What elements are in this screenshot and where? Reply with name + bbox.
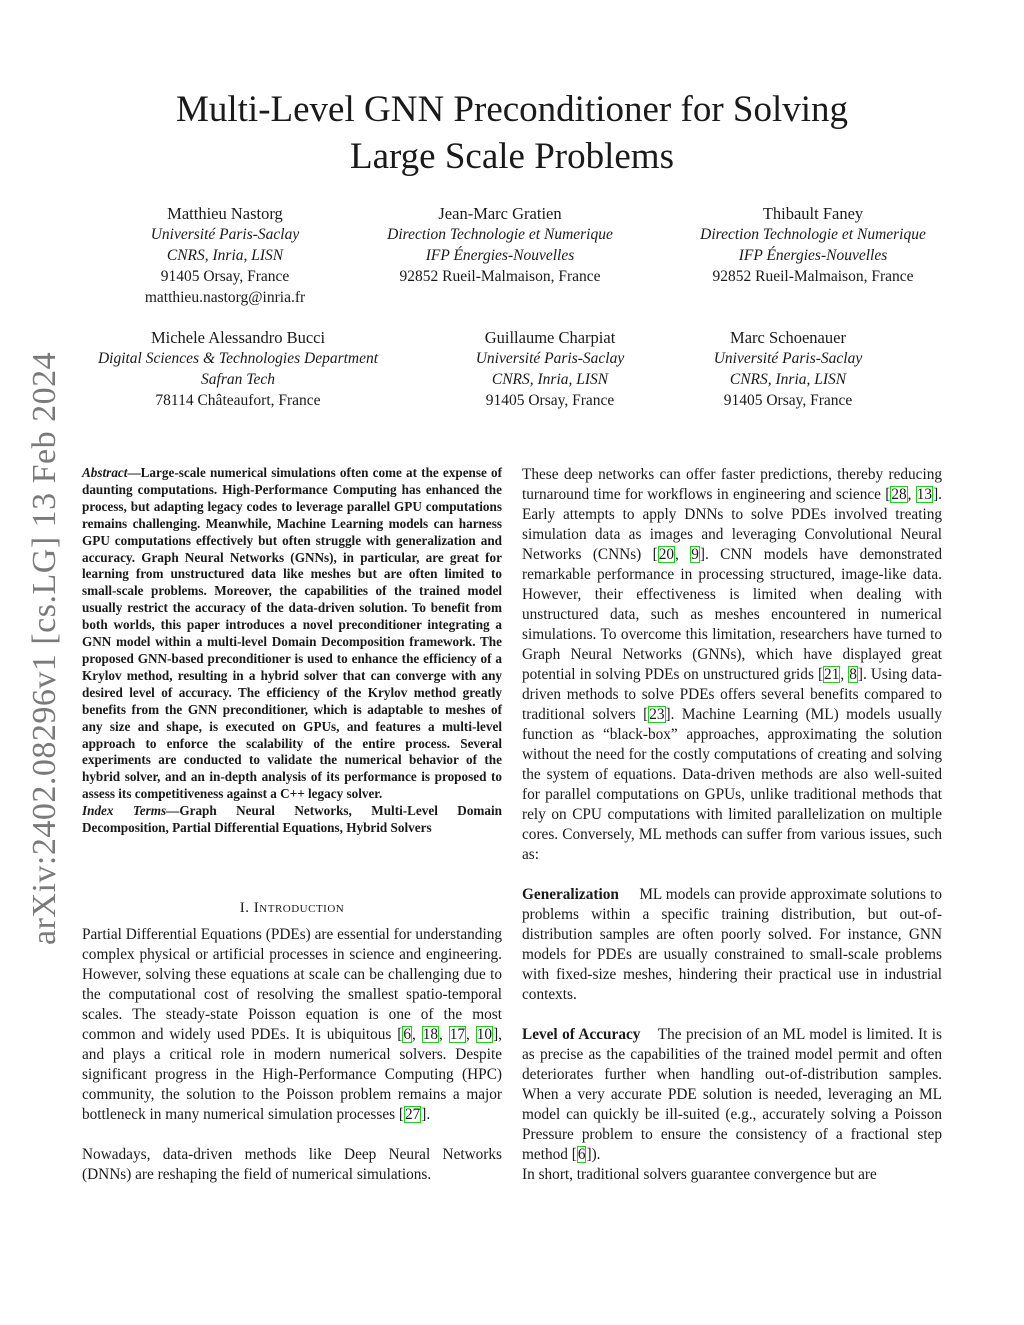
generalization-paragraph bbox=[522, 885, 942, 1005]
section-number: I. bbox=[239, 900, 254, 916]
text-run: The precision of an ML model is limited. It is as precise as the capabilities of the trained model permit and often deteriorates further when handling out-of-distribution samples. When a very accurate PDE solution is needed, leveraging an ML model can quickly be ill-suited (e.g., accurately solving a Poisson Pressure problem to ensure the consistency of a fractional step method [ bbox=[522, 1026, 942, 1163]
text-run: ]. Early attempts to apply DNNs to solve PDEs involved treating simulation data as images and leveraging Convolutional Neural Networks (CNNs) [ bbox=[522, 486, 942, 563]
citation-link[interactable]: 13 bbox=[916, 486, 933, 503]
intro-paragraph-2: Nowadays, data-driven methods like Deep Neural Networks (DNNs) are reshaping the field of numerical simulations. bbox=[82, 1146, 502, 1183]
author-affiliation: Direction Technologie et Numerique bbox=[700, 226, 926, 243]
abstract bbox=[82, 465, 502, 837]
author-block-3 bbox=[675, 203, 951, 287]
author-name: Guillaume Charpiat bbox=[484, 328, 616, 347]
author-address: 91405 Orsay, France bbox=[723, 392, 853, 409]
closing-line: In short, traditional solvers guarantee convergence but are bbox=[522, 1166, 877, 1183]
abstract-paragraph bbox=[82, 465, 502, 803]
text-run: These deep networks can offer faster predictions, thereby reducing turnaround time for workflows in engineering and science [ bbox=[522, 466, 942, 503]
arxiv-stamp: arXiv:2402.08296v1 [cs.LG] 13 Feb 2024 bbox=[26, 351, 63, 945]
citation-link[interactable]: 28 bbox=[891, 486, 907, 503]
author-block-6 bbox=[690, 327, 886, 411]
author-affiliation: Université Paris-Saclay bbox=[713, 350, 863, 367]
citation-link[interactable]: 20 bbox=[658, 546, 675, 563]
right-paragraph-1: These deep networks can offer faster predictions, thereby reducing turnaround time for workflows in engineering and science [28, 13]. Early attempts to apply DNNs to solve PDEs involved treating simulation data as images and leveraging Convolutional Neural Networks (CNNs) [20, 9]. CNN models have demonstrated remarkable performance in processing structured, image-like data. However, their effectiveness is limited when dealing with unstructured data, such as meshes encountered in numerical simulations. To overcome this limitation, researchers have turned to Graph Neural Networks (GNNs), which have displayed great potential in solving PDEs on unstructured grids [21, 8]. Using data-driven methods to solve PDEs offers several benefits compared to traditional solvers [23]. Machine Learning (ML) models usually function as “black-box” approaches, approximating the solution without the need for the costly computations of creating and solving the system of equations. Data-driven methods are also well-suited for parallel computations on GPUs, unlike traditional methods that rely on CPU computations with limited parallelization on multiple cores. Conversely, ML methods can suffer from various issues, such as: bbox=[522, 466, 943, 863]
title-line-1: Multi-Level GNN Preconditioner for Solving bbox=[175, 89, 849, 130]
text-run: ], and plays a critical role in modern numerical solvers. Despite significant progress in the High-Performance Computing (HPC) community, the solution to the Poisson problem remains a major bottleneck in many numerical simulation processes [ bbox=[82, 1026, 502, 1123]
author-block-1 bbox=[130, 203, 320, 308]
title-line-2: Large Scale Problems bbox=[349, 136, 674, 177]
author-block-2 bbox=[362, 203, 638, 287]
section-heading bbox=[82, 900, 502, 917]
citation-link[interactable]: 18 bbox=[422, 1026, 439, 1043]
author-address: 92852 Rueil-Malmaison, France bbox=[712, 268, 914, 285]
citation-link[interactable]: 17 bbox=[449, 1026, 466, 1043]
intro-paragraph-1: Partial Differential Equations (PDEs) are essential for understanding complex physical or artificial processes in science and engineering. However, solving these equations at scale can be challenging due to the computational cost of resolving the smallest spatio-temporal scales. The steady-state Poisson equation is one of the most common and widely used PDEs. It is ubiquitous [6, 18, 17, 10], and plays a critical role in modern numerical solvers. Despite significant progress in the High-Performance Computing (HPC) community, the solution to the Poisson problem remains a major bottleneck in many numerical simulation processes [27]. bbox=[82, 926, 502, 1123]
author-address: 91405 Orsay, France bbox=[160, 268, 290, 285]
author-name: Marc Schoenauer bbox=[730, 328, 846, 347]
intro-left-column bbox=[82, 925, 502, 1205]
author-affiliation: Digital Sciences & Technologies Department bbox=[97, 350, 379, 367]
text-run: ]. Machine Learning (ML) models usually function as “black-box” approaches, approximating the solution without the need for the costly computations of creating and solving the system of equations. Data-driven methods are also well-suited for parallel computations on GPUs, unlike traditional methods that rely on CPU computations with limited parallelization on multiple cores. Conversely, ML methods can suffer from various issues, such as: bbox=[522, 706, 943, 863]
text-run: ]. CNN models have demonstrated remarkable performance in processing structured, image-like data. However, their effectiveness is limited when dealing with unstructured data, such as meshes encountered in numerical simulations. To overcome this limitation, researchers have turned to Graph Neural Networks (GNNs), which have displayed great potential in solving PDEs on unstructured grids [ bbox=[522, 546, 942, 683]
text-run: ML models can provide approximate solutions to problems within a specific training distribution, but out-of-distribution samples are often poorly solved. For instance, GNN models for PDEs are usually constrained to small-scale problems with fixed-size meshes, hindering their practical use in industrial contexts. bbox=[522, 886, 942, 1003]
index-terms-label: Index Terms bbox=[82, 803, 167, 819]
author-block-4 bbox=[78, 327, 398, 411]
author-address: 91405 Orsay, France bbox=[485, 392, 615, 409]
index-terms-text: —Graph Neural Networks, Multi-Level Domain Decomposition, Partial Differential Equations, Hybrid Solvers bbox=[82, 803, 502, 836]
citation-link[interactable]: 10 bbox=[476, 1026, 493, 1043]
author-name: Thibault Faney bbox=[762, 204, 864, 223]
author-affiliation: IFP Énergies-Nouvelles bbox=[425, 247, 575, 264]
citation-link[interactable]: 23 bbox=[649, 706, 665, 723]
generalization-heading: Generalization bbox=[522, 886, 619, 903]
accuracy-heading: Level of Accuracy bbox=[522, 1026, 641, 1043]
citation-link[interactable]: 6 bbox=[403, 1026, 412, 1043]
author-address: 78114 Châteaufort, France bbox=[155, 392, 321, 409]
author-affiliation: Safran Tech bbox=[201, 371, 275, 388]
author-affiliation: CNRS, Inria, LISN bbox=[166, 247, 284, 264]
paper-title bbox=[0, 86, 1024, 180]
citation-link[interactable]: 9 bbox=[691, 546, 699, 563]
citation-link[interactable]: 6 bbox=[577, 1146, 586, 1163]
author-affiliation: CNRS, Inria, LISN bbox=[491, 371, 609, 388]
author-name: Michele Alessandro Bucci bbox=[150, 328, 326, 347]
text-run: ]. bbox=[421, 1106, 431, 1123]
abstract-label: Abstract bbox=[82, 465, 128, 480]
author-name: Jean-Marc Gratien bbox=[438, 204, 562, 223]
author-affiliation: CNRS, Inria, LISN bbox=[729, 371, 847, 388]
text-run: ]. Using data-driven methods to solve PDEs offers several benefits compared to traditional solvers [ bbox=[522, 666, 942, 723]
author-email[interactable]: matthieu.nastorg@inria.fr bbox=[144, 289, 306, 306]
author-affiliation: IFP Énergies-Nouvelles bbox=[738, 247, 888, 264]
abstract-text: —Large-scale numerical simulations often come at the expense of daunting computations. High-Performance Computing has enhanced the process, but adapting legacy codes to leverage parallel GPU computations remains challenging. Meanwhile, Machine Learning models can harness GPU computations effectively but often struggle with generalization and accuracy. Graph Neural Networks (GNNs), in particular, are great for learning from unstructured data like meshes but are often limited to small-scale problems. Moreover, the capabilities of the trained model usually restrict the accuracy of the data-driven solution. To benefit from both worlds, this paper introduces a novel preconditioner integrating a GNN model within a multi-level Domain Decomposition framework. The proposed GNN-based preconditioner is used to enhance the efficiency of a Krylov method, resulting in a hybrid solver that can converge with any desired level of accuracy. The efficiency of the Krylov method greatly benefits from the GNN preconditioner, which is adaptable to meshes of any size and shape, is executed on GPUs, and features a multi-level approach to enforce the scalability of the entire process. Several experiments are conducted to validate the numerical behavior of the hybrid solver, and an in-depth analysis of its performance is proposed to assess its competitiveness against a C++ legacy solver. bbox=[82, 465, 502, 802]
section-title: Introduction bbox=[253, 900, 345, 916]
author-affiliation: Université Paris-Saclay bbox=[475, 350, 625, 367]
citation-link[interactable]: 27 bbox=[405, 1106, 421, 1123]
text-run: ]). bbox=[586, 1146, 601, 1163]
citation-link[interactable]: 8 bbox=[849, 666, 857, 683]
author-affiliation: Université Paris-Saclay bbox=[150, 226, 300, 243]
text-run: Partial Differential Equations (PDEs) are essential for understanding complex physical or artificial processes in science and engineering. However, solving these equations at scale can be challenging due to the computational cost of resolving the smallest spatio-temporal scales. The steady-state Poisson equation is one of the most common and widely used PDEs. It is ubiquitous [ bbox=[82, 926, 502, 1043]
intro-right-column bbox=[522, 465, 942, 1185]
citation-link[interactable]: 21 bbox=[824, 666, 840, 683]
author-affiliation: Direction Technologie et Numerique bbox=[387, 226, 613, 243]
accuracy-paragraph bbox=[522, 1025, 942, 1165]
index-terms bbox=[82, 803, 502, 837]
author-address: 92852 Rueil-Malmaison, France bbox=[399, 268, 601, 285]
author-block-5 bbox=[452, 327, 648, 411]
author-name: Matthieu Nastorg bbox=[167, 204, 283, 223]
